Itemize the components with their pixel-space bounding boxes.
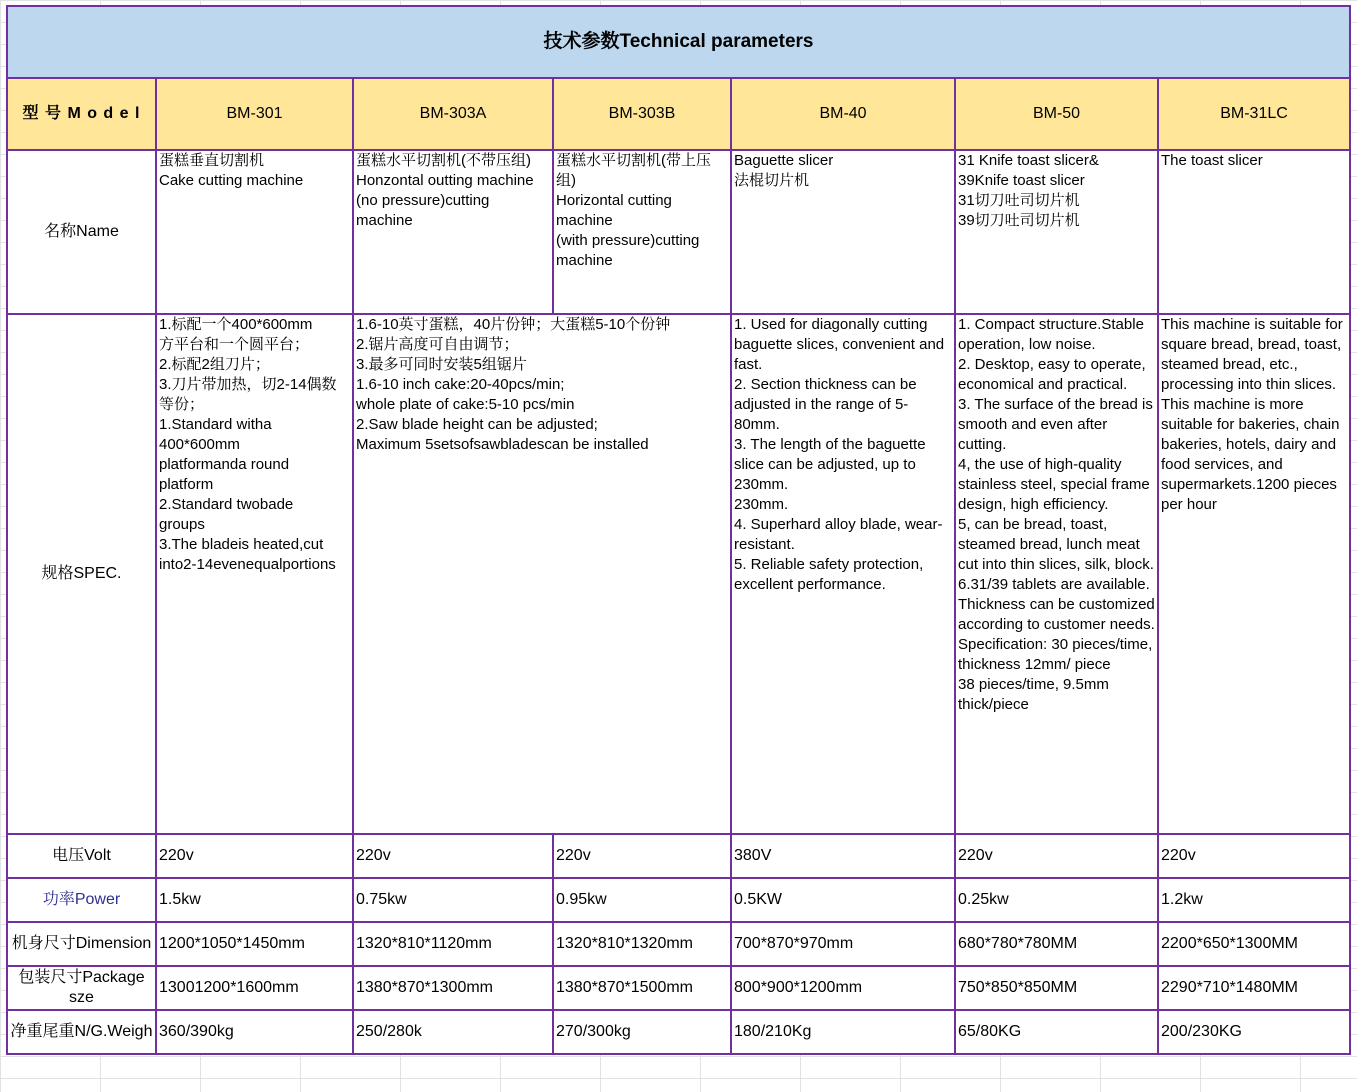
weight-bm303a: 250/280k [353,1010,553,1054]
name-bm31lc: The toast slicer [1158,150,1350,314]
name-bm50: 31 Knife toast slicer& 39Knife toast slicer 31切刀吐司切片机 39切刀吐司切片机 [955,150,1158,314]
package-bm50: 750*850*850MM [955,966,1158,1010]
volt-bm40: 380V [731,834,955,878]
volt-row [7,834,1350,878]
power-bm303a: 0.75kw [353,878,553,922]
dimension-label: 机身尺寸Dimension [7,922,156,966]
model-bm50: BM-50 [955,78,1158,150]
spec-bm50: 1. Compact structure.Stable operation, low noise. 2. Desktop, easy to operate, economical and practical. 3. The surface of the bread is smooth and even after cutting. 4, the use of high-quality stainless steel, special frame design, high efficiency. 5, can be bread, toast, steamed bread, lunch meat cut into thin slices, silk, block. 6.31/39 tablets are available. Thickness can be customized according to customer needs. Specification: 30 pieces/time, thickness 12mm/ piece 38 pieces/time, 9.5mm thick/piece [955,314,1158,834]
volt-bm301: 220v [156,834,353,878]
weight-bm301: 360/390kg [156,1010,353,1054]
dimension-bm303b: 1320*810*1320mm [553,922,731,966]
spec-label: 规格SPEC. [7,314,156,834]
name-bm303a: 蛋糕水平切割机(不带压组) Honzontal outting machine (no pressure)cutting machine [353,150,553,314]
weight-bm50: 65/80KG [955,1010,1158,1054]
package-label: 包装尺寸Package sze [7,966,156,1010]
model-label: 型 号 M o d e l [7,78,156,150]
package-row [7,966,1350,1010]
volt-bm50: 220v [955,834,1158,878]
power-bm40: 0.5KW [731,878,955,922]
spec-bm303: 1.6-10英寸蛋糕，40片份钟；大蛋糕5-10个份钟 2.锯片高度可自由调节； 3.最多可同时安装5组锯片 1.6-10 inch cake:20-40pcs/min; whole plate of cake:5-10 pcs/min 2.Saw blade height can be adjusted; Maximum 5setsofsawbladescan be installed [353,314,731,834]
model-bm303b: BM-303B [553,78,731,150]
power-bm303b: 0.95kw [553,878,731,922]
weight-bm40: 180/210Kg [731,1010,955,1054]
weight-label: 净重尾重N/G.Weigh [7,1010,156,1054]
package-bm31lc: 2290*710*1480MM [1158,966,1350,1010]
name-bm303b: 蛋糕水平切割机(带上压组) Horizontal cutting machine (with pressure)cutting machine [553,150,731,314]
dimension-bm301: 1200*1050*1450mm [156,922,353,966]
table-title: 技术参数Technical parameters [7,6,1350,78]
package-bm301: 13001200*1600mm [156,966,353,1010]
name-label: 名称Name [7,150,156,314]
spec-bm301: 1.标配一个400*600mm 方平台和一个圆平台； 2.标配2组刀片； 3.刀片带加热，切2-14偶数等份； 1.Standard witha 400*600mm platformanda round platform 2.Standard twobade groups 3.The bladeis heated,cut into2-14evenequalportions [156,314,353,834]
dimension-bm40: 700*870*970mm [731,922,955,966]
dimension-bm303a: 1320*810*1120mm [353,922,553,966]
name-bm301: 蛋糕垂直切割机 Cake cutting machine [156,150,353,314]
dimension-bm50: 680*780*780MM [955,922,1158,966]
volt-label: 电压Volt [7,834,156,878]
model-bm31lc: BM-31LC [1158,78,1350,150]
power-bm301: 1.5kw [156,878,353,922]
power-bm31lc: 1.2kw [1158,878,1350,922]
package-bm40: 800*900*1200mm [731,966,955,1010]
weight-row [7,1010,1350,1054]
spec-bm40: 1. Used for diagonally cutting baguette slices, convenient and fast. 2. Section thickness can be adjusted in the range of 5-80mm. 3. The length of the baguette slice can be adjusted, up to 230mm. 230mm. 4. Superhard alloy blade, wear-resistant. 5. Reliable safety protection, excellent performance. [731,314,955,834]
name-row [7,150,1350,314]
power-row [7,878,1350,922]
power-bm50: 0.25kw [955,878,1158,922]
model-bm301: BM-301 [156,78,353,150]
model-bm40: BM-40 [731,78,955,150]
technical-parameters-table [6,5,1351,1055]
package-bm303b: 1380*870*1500mm [553,966,731,1010]
volt-bm303b: 220v [553,834,731,878]
weight-bm31lc: 200/230KG [1158,1010,1350,1054]
spec-bm31lc: This machine is suitable for square bread, bread, toast, steamed bread, etc., processing into thin slices. This machine is more suitable for bakeries, chain bakeries, hotels, dairy and food services, and supermarkets.1200 pieces per hour [1158,314,1350,834]
spec-row [7,314,1350,834]
dimension-bm31lc: 2200*650*1300MM [1158,922,1350,966]
model-row [7,78,1350,150]
power-label: 功率Power [7,878,156,922]
volt-bm31lc: 220v [1158,834,1350,878]
volt-bm303a: 220v [353,834,553,878]
weight-bm303b: 270/300kg [553,1010,731,1054]
name-bm40: Baguette slicer 法棍切片机 [731,150,955,314]
model-bm303a: BM-303A [353,78,553,150]
dimension-row [7,922,1350,966]
package-bm303a: 1380*870*1300mm [353,966,553,1010]
